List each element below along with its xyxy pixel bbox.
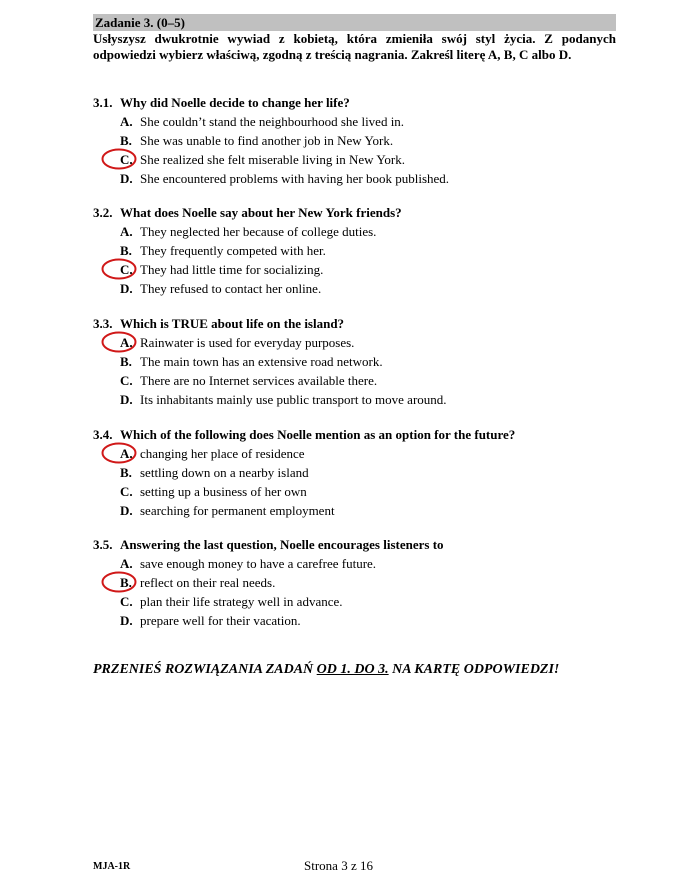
question-3-4 bbox=[93, 425, 633, 520]
option-text: searching for permanent employment bbox=[140, 503, 335, 518]
question-3-3 bbox=[93, 314, 633, 409]
option-text: They refused to contact her online. bbox=[140, 281, 322, 296]
option-letter: A. bbox=[120, 335, 133, 350]
option-d[interactable] bbox=[93, 169, 633, 188]
option-b[interactable] bbox=[93, 352, 633, 371]
question-number: 3.4. bbox=[93, 427, 113, 442]
option-text: Rainwater is used for everyday purposes. bbox=[140, 335, 355, 350]
question-prompt bbox=[93, 203, 633, 222]
option-text: She was unable to find another job in New York. bbox=[140, 133, 394, 148]
option-c[interactable] bbox=[93, 482, 633, 501]
option-letter: B. bbox=[120, 133, 132, 148]
option-a[interactable] bbox=[93, 222, 633, 241]
option-text: changing her place of residence bbox=[140, 446, 305, 461]
option-a[interactable] bbox=[93, 333, 633, 352]
option-text: plan their life strategy well in advance. bbox=[140, 594, 343, 609]
option-letter: D. bbox=[120, 503, 133, 518]
option-text: prepare well for their vacation. bbox=[140, 613, 301, 628]
option-b[interactable] bbox=[93, 573, 633, 592]
page-number: Strona 3 z 16 bbox=[304, 858, 373, 873]
option-letter: A. bbox=[120, 224, 133, 239]
question-text: Which of the following does Noelle mention as an option for the future? bbox=[120, 427, 516, 442]
option-text: save enough money to have a carefree future. bbox=[140, 556, 377, 571]
option-text: settling down on a nearby island bbox=[140, 465, 309, 480]
question-prompt bbox=[93, 314, 633, 333]
option-b[interactable] bbox=[93, 131, 633, 150]
option-letter: D. bbox=[120, 392, 133, 407]
option-d[interactable] bbox=[93, 611, 633, 630]
question-text: Answering the last question, Noelle encourages listeners to bbox=[120, 537, 444, 552]
option-text: She couldn’t stand the neighbourhood she lived in. bbox=[140, 114, 405, 129]
option-text: There are no Internet services available there. bbox=[140, 373, 378, 388]
option-letter: A. bbox=[120, 556, 133, 571]
option-d[interactable] bbox=[93, 279, 633, 298]
option-letter: C. bbox=[120, 152, 133, 167]
notice-part-3: NA KARTĘ ODPOWIEDZI! bbox=[388, 662, 560, 677]
option-letter: A. bbox=[120, 114, 133, 129]
option-a[interactable] bbox=[93, 444, 633, 463]
option-text: They neglected her because of college duties. bbox=[140, 224, 377, 239]
question-text: Why did Noelle decide to change her life? bbox=[120, 95, 350, 110]
option-b[interactable] bbox=[93, 463, 633, 482]
notice-part-1: PRZENIEŚ ROZWIĄZANIA ZADAŃ bbox=[93, 662, 317, 677]
option-text: reflect on their real needs. bbox=[140, 575, 276, 590]
option-letter: C. bbox=[120, 262, 133, 277]
question-3-2 bbox=[93, 203, 633, 298]
option-letter: D. bbox=[120, 281, 133, 296]
option-letter: B. bbox=[120, 354, 132, 369]
question-number: 3.3. bbox=[93, 316, 113, 331]
option-text: She realized she felt miserable living in New York. bbox=[140, 152, 405, 167]
question-number: 3.1. bbox=[93, 95, 113, 110]
option-letter: C. bbox=[120, 594, 133, 609]
question-3-1 bbox=[93, 93, 633, 188]
option-text: setting up a business of her own bbox=[140, 484, 307, 499]
option-letter: D. bbox=[120, 613, 133, 628]
option-c[interactable] bbox=[93, 371, 633, 390]
notice-part-2: OD 1. DO 3. bbox=[316, 662, 389, 677]
question-prompt bbox=[93, 535, 633, 554]
option-a[interactable] bbox=[93, 554, 633, 573]
option-letter: A. bbox=[120, 446, 133, 461]
task-instruction: Usłyszysz dwukrotnie wywiad z kobietą, która zmieniła swój styl życia. Z podanych odpowiedzi wybierz właściwą, zgodną z treścią nagrania. Zakreśl literę A, B, C albo D. bbox=[93, 31, 616, 62]
option-letter: B. bbox=[120, 575, 132, 590]
option-b[interactable] bbox=[93, 241, 633, 260]
transfer-answers-notice bbox=[93, 661, 559, 679]
option-text: Its inhabitants mainly use public transport to move around. bbox=[140, 392, 447, 407]
question-number: 3.5. bbox=[93, 537, 113, 552]
question-3-5 bbox=[93, 535, 633, 630]
option-c[interactable] bbox=[93, 260, 633, 279]
question-text: What does Noelle say about her New York friends? bbox=[120, 205, 402, 220]
option-letter: D. bbox=[120, 171, 133, 186]
option-d[interactable] bbox=[93, 501, 633, 520]
option-letter: C. bbox=[120, 373, 133, 388]
option-c[interactable] bbox=[93, 592, 633, 611]
option-letter: B. bbox=[120, 243, 132, 258]
question-prompt bbox=[93, 425, 633, 444]
option-letter: C. bbox=[120, 484, 133, 499]
question-prompt bbox=[93, 93, 633, 112]
question-text: Which is TRUE about life on the island? bbox=[120, 316, 345, 331]
question-number: 3.2. bbox=[93, 205, 113, 220]
option-text: They frequently competed with her. bbox=[140, 243, 326, 258]
option-text: She encountered problems with having her book published. bbox=[140, 171, 450, 186]
exam-code: MJA-1R bbox=[93, 861, 131, 872]
option-text: They had little time for socializing. bbox=[140, 262, 324, 277]
option-letter: B. bbox=[120, 465, 132, 480]
option-text: The main town has an extensive road network. bbox=[140, 354, 383, 369]
task-title: Zadanie 3. (0–5) bbox=[93, 14, 616, 31]
option-a[interactable] bbox=[93, 112, 633, 131]
option-c[interactable] bbox=[93, 150, 633, 169]
option-d[interactable] bbox=[93, 390, 633, 409]
